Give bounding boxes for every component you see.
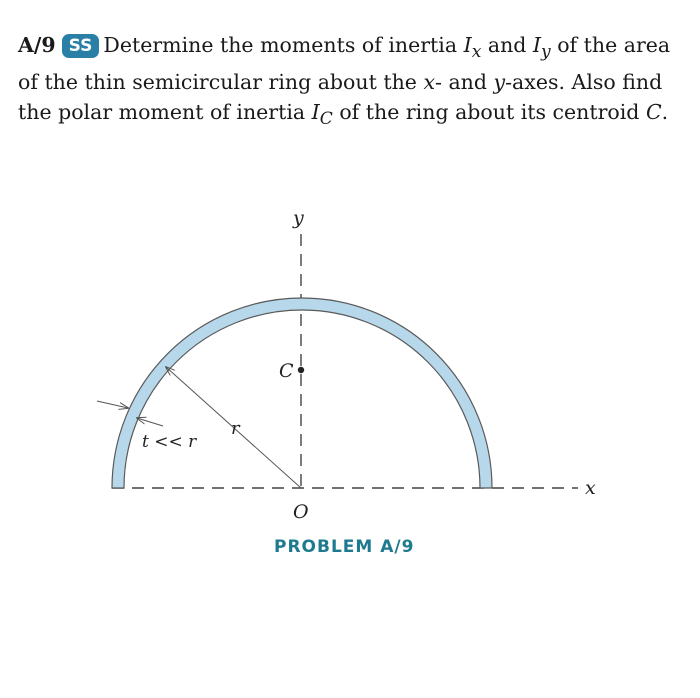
thickness-arrow-outer <box>97 401 128 408</box>
IC-symbol: I <box>311 100 320 125</box>
thickness-label: t << r <box>142 432 197 452</box>
y-axis-ref: y <box>493 70 506 95</box>
problem-number: A/9 <box>18 33 56 57</box>
centroid-dot <box>298 367 304 373</box>
figure-caption: PROBLEM A/9 <box>274 537 415 557</box>
radius-label: r <box>231 418 240 439</box>
Iy-subscript: y <box>541 42 551 63</box>
text-segment: of the ring about its centroid <box>332 100 646 125</box>
ss-badge: SS <box>62 34 100 58</box>
x-axis-ref: x <box>423 70 436 95</box>
text-segment: of the area of the thin semicircular ring about the <box>18 33 671 95</box>
origin-label: O <box>293 501 309 523</box>
x-axis-label: x <box>585 477 596 499</box>
Iy-symbol: I <box>532 33 542 57</box>
IC-subscript: C <box>319 109 333 130</box>
centroid-label: C <box>279 360 294 382</box>
semicircular-ring <box>112 298 492 488</box>
C-ref: C <box>645 100 662 125</box>
text-segment: and <box>481 33 533 57</box>
y-axis-label: y <box>293 207 304 229</box>
text-segment: . <box>661 100 669 125</box>
text-segment: - and <box>435 70 494 95</box>
thickness-arrow-inner <box>137 418 163 426</box>
text-segment: Determine the moments of inertia <box>103 33 464 57</box>
Ix-symbol: I <box>463 33 472 57</box>
Ix-subscript: x <box>471 42 482 63</box>
text-segment: -axes. Also find the polar moment of inertia <box>18 70 663 125</box>
